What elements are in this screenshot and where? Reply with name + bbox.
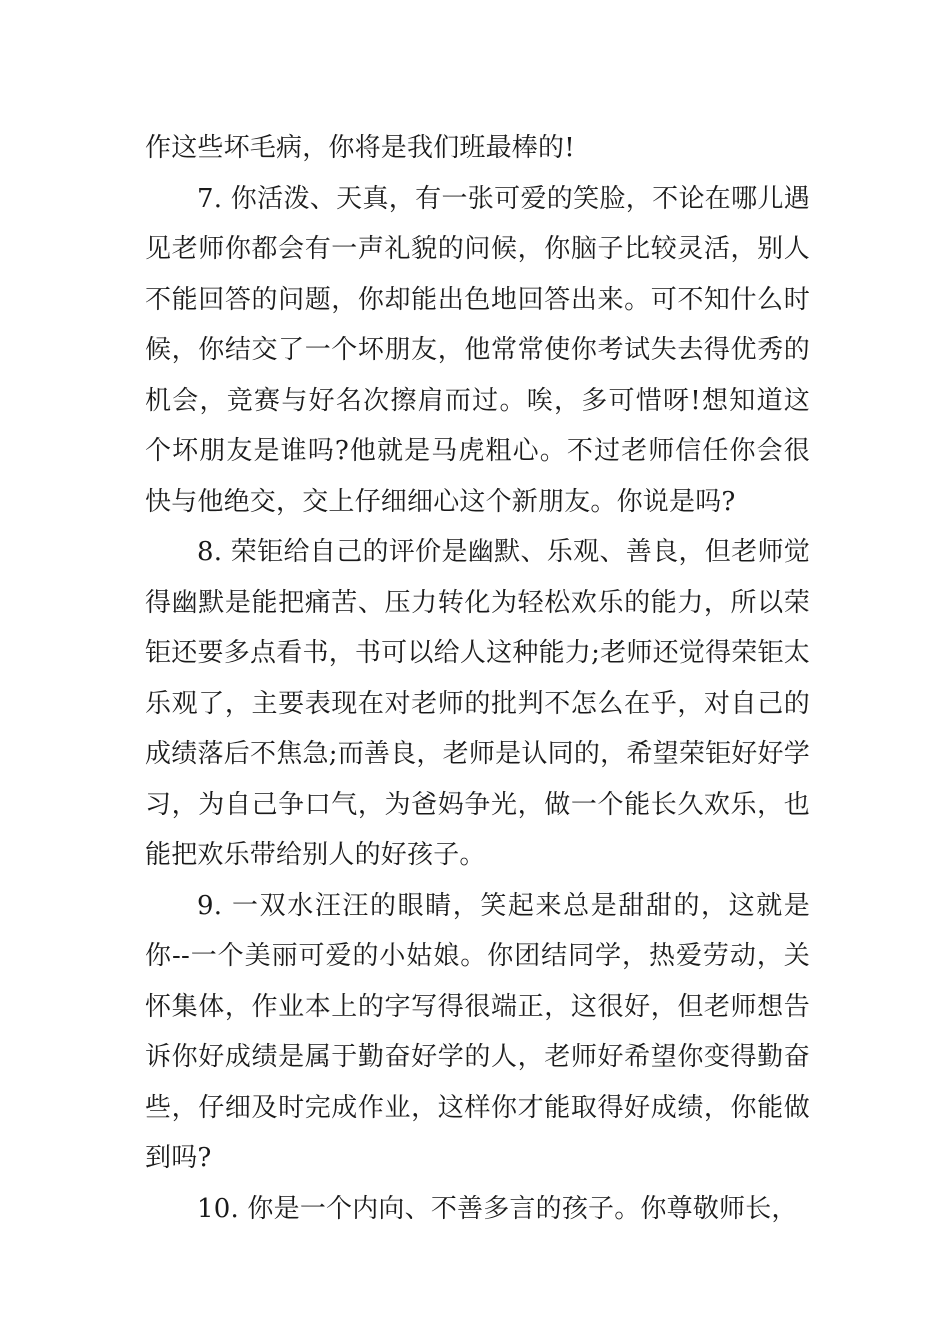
paragraph-10: 10. 你是一个内向、不善多言的孩子。你尊敬师长， [197, 1193, 798, 1224]
paragraph-7: 7. 你活泼、天真，有一张可爱的笑脸，不论在哪儿遇见老师你都会有一声礼貌的问候，你脑子比较灵活，别人不能回答的问题，你却能出色地回答出来。可不知什么时候，你结交了一个坏朋友，他常常使你考试失去得优秀的机会，竞赛与好名次擦肩而过。唉，多可惜呀!想知道这个坏朋友是谁吗?他就是马虎粗心。不过老师信任你会很快与他绝交，交上仔细细心这个新朋友。你说是吗? [145, 183, 810, 517]
paragraph-9: 9. 一双水汪汪的眼睛，笑起来总是甜甜的，这就是你--一个美丽可爱的小姑娘。你团结同学，热爱劳动，关怀集体，作业本上的字写得很端正，这很好，但老师想告诉你好成绩是属于勤奋好学的人，老师好希望你变得勤奋些，仔细及时完成作业，这样你才能取得好成绩，你能做到吗? [145, 890, 810, 1173]
document-body [145, 123, 810, 1234]
paragraph-8: 8. 荣钜给自己的评价是幽默、乐观、善良，但老师觉得幽默是能把痛苦、压力转化为轻松欢乐的能力，所以荣钜还要多点看书，书可以给人这种能力;老师还觉得荣钜太乐观了，主要表现在对老师的批判不怎么在乎，对自己的成绩落后不焦急;而善良，老师是认同的，希望荣钜好好学习，为自己争口气，为爸妈争光，做一个能长久欢乐，也能把欢乐带给别人的好孩子。 [145, 537, 810, 870]
paragraph-continuation: 作这些坏毛病，你将是我们班最棒的! [145, 133, 575, 163]
